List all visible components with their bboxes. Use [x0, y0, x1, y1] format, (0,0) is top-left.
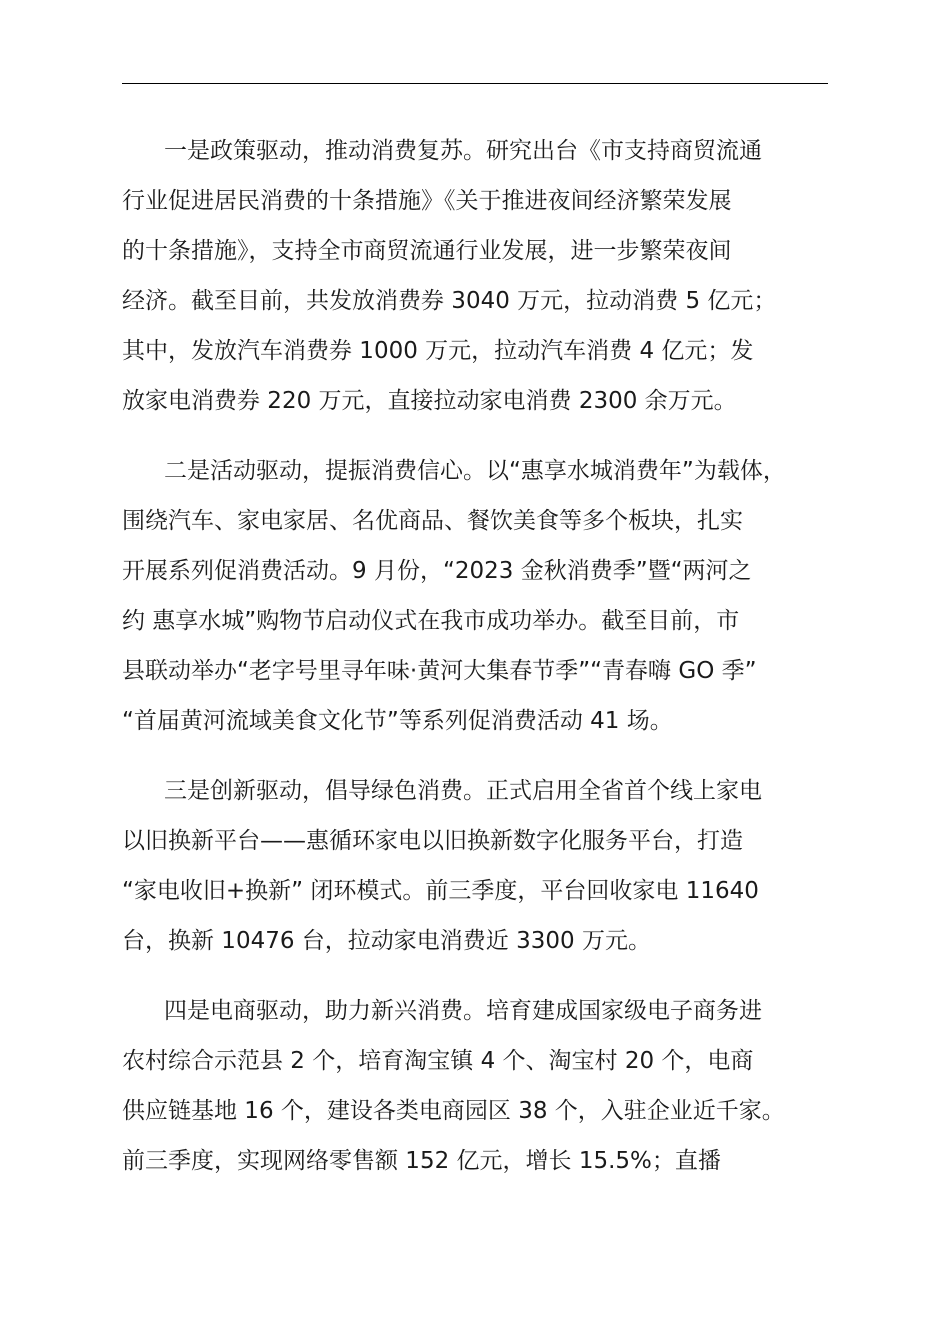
text-line: 县联动举办“老字号里寻年味·黄河大集春节季”“青春嗨 GO 季”: [122, 658, 757, 684]
paragraph-ecommerce-driven: [122, 986, 832, 1186]
text-line: 其中，发放汽车消费券 1000 万元，拉动汽车消费 4 亿元；发: [122, 338, 754, 364]
document-body: [122, 126, 832, 1206]
text-line: 围绕汽车、家电家居、名优商品、餐饮美食等多个板块，扎实: [122, 508, 743, 534]
text-line: 的十条措施》，支持全市商贸流通行业发展，进一步繁荣夜间: [122, 238, 732, 264]
text-line: 二是活动驱动，提振消费信心。以“惠享水城消费年”为载体，: [164, 458, 786, 484]
text-line: 经济。截至目前，共发放消费券 3040 万元，拉动消费 5 亿元；: [122, 288, 777, 314]
text-line: “家电收旧+换新” 闭环模式。前三季度，平台回收家电 11640: [122, 878, 759, 904]
header-rule: [122, 83, 828, 84]
text-line: 前三季度，实现网络零售额 152 亿元，增长 15.5%；直播: [122, 1148, 721, 1174]
text-line: 一是政策驱动，推动消费复苏。研究出台《市支持商贸流通: [164, 138, 762, 164]
text-line: 台，换新 10476 台，拉动家电消费近 3300 万元。: [122, 928, 651, 954]
paragraph-policy-driven: [122, 126, 832, 426]
paragraph-activity-driven: [122, 446, 832, 746]
text-line: 农村综合示范县 2 个，培育淘宝镇 4 个、淘宝村 20 个，电商: [122, 1048, 754, 1074]
text-line: “首届黄河流域美食文化节”等系列促消费活动 41 场。: [122, 708, 673, 734]
text-line: 约 惠享水城”购物节启动仪式在我市成功举办。截至目前，市: [122, 608, 740, 634]
paragraph-innovation-driven: [122, 766, 832, 966]
text-line: 行业促进居民消费的十条措施》《关于推进夜间经济繁荣发展: [122, 188, 732, 214]
text-line: 四是电商驱动，助力新兴消费。培育建成国家级电子商务进: [164, 998, 762, 1024]
text-line: 供应链基地 16 个，建设各类电商园区 38 个，入驻企业近千家。: [122, 1098, 785, 1124]
text-line: 放家电消费券 220 万元，直接拉动家电消费 2300 余万元。: [122, 388, 737, 414]
text-line: 以旧换新平台——惠循环家电以旧换新数字化服务平台，打造: [122, 828, 743, 854]
text-line: 开展系列促消费活动。9 月份，“2023 金秋消费季”暨“两河之: [122, 558, 752, 584]
text-line: 三是创新驱动，倡导绿色消费。正式启用全省首个线上家电: [164, 778, 762, 804]
